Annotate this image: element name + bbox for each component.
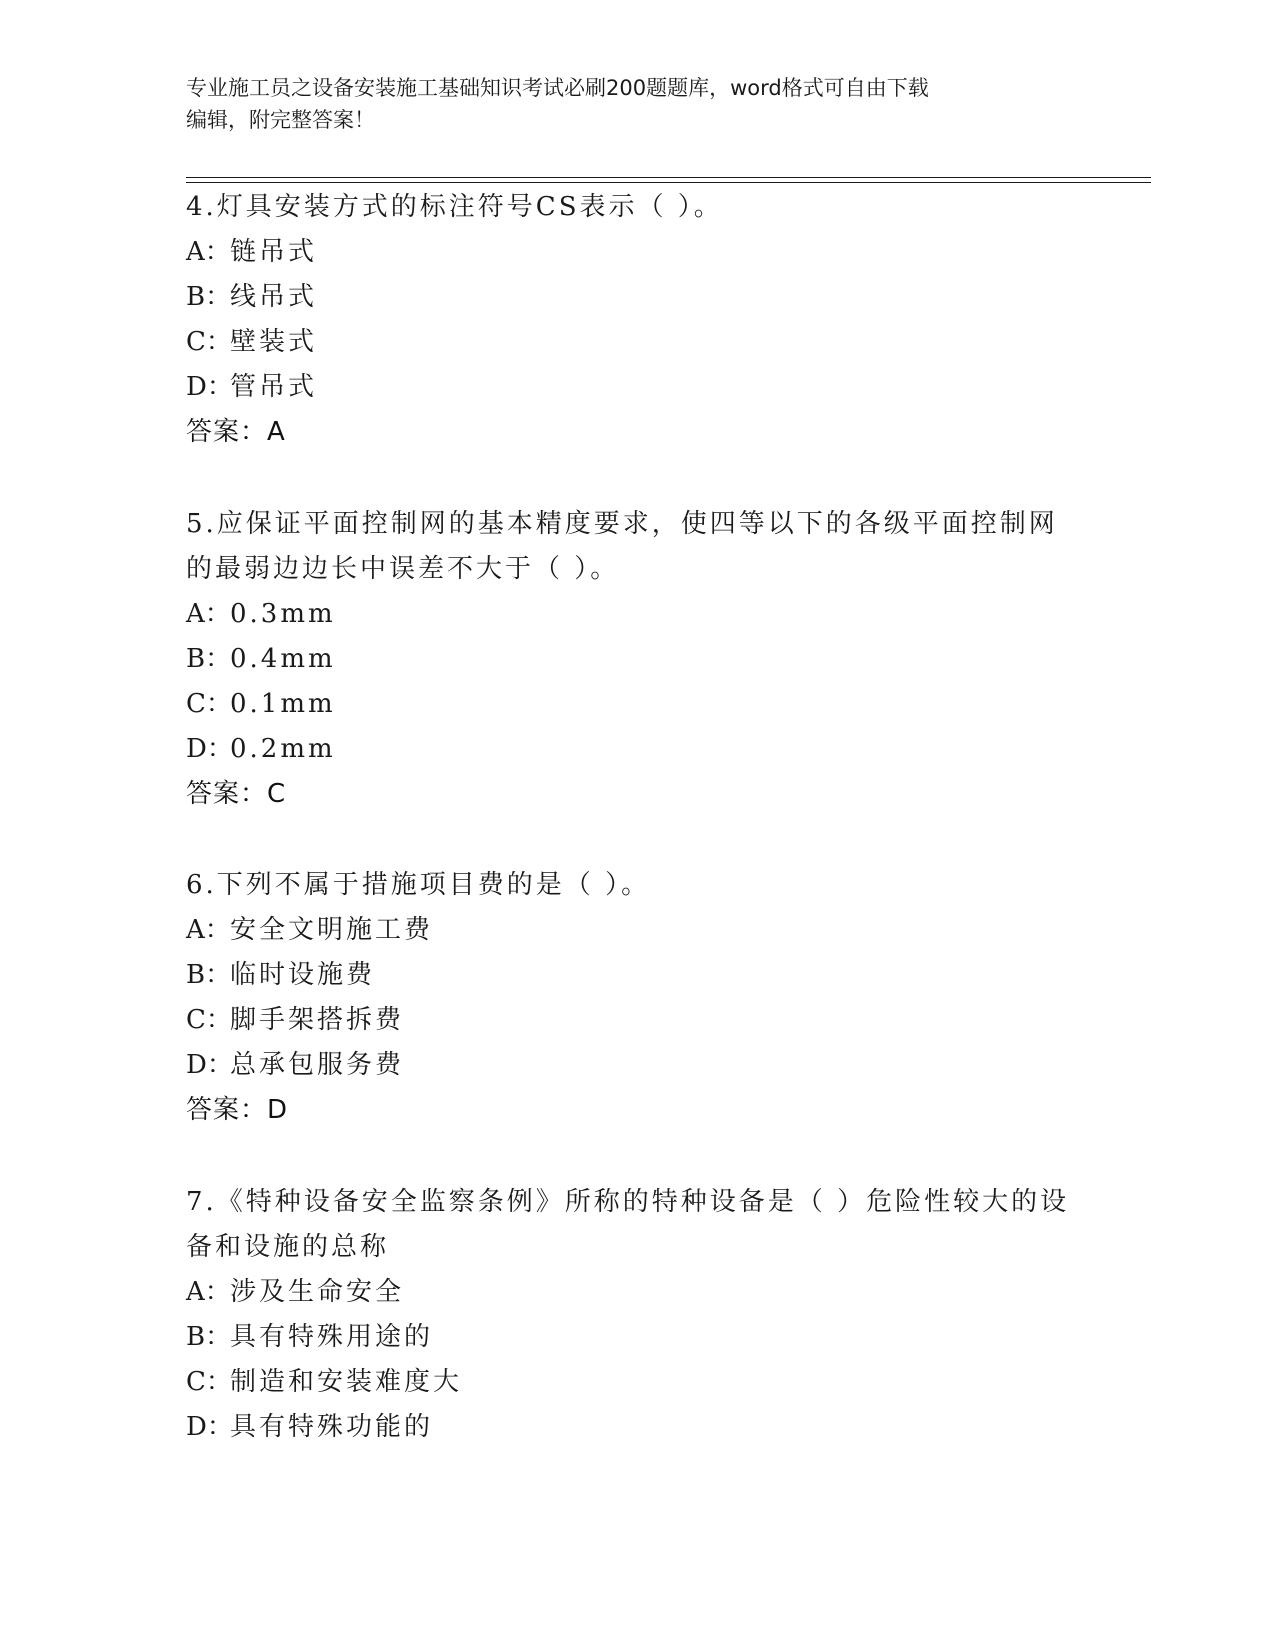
option-key: B： [186,1322,232,1352]
option-d [186,727,1086,772]
option-key: D： [186,734,233,764]
question-stem-line-2: 备和设施的总称 [186,1232,390,1262]
question-stem: 6.下列不属于措施项目费的是（ ）。 [186,870,651,900]
question-stem-line-1: 5.应保证平面控制网的基本精度要求，使四等以下的各级平面控制网 [186,509,1058,539]
question-7 [186,1180,1086,1450]
option-d [186,1043,1086,1088]
option-key: C： [186,1367,232,1397]
option-a [186,230,1086,275]
option-text: 制造和安装难度大 [230,1367,463,1397]
option-a [186,908,1086,953]
option-b [186,637,1086,682]
document-header [186,72,1066,136]
answer-label: 答案：A [186,417,286,447]
option-text: 线吊式 [230,282,318,312]
header-divider-bottom [186,182,1151,183]
question-stem: 4.灯具安装方式的标注符号CS表示（ ）。 [186,192,723,222]
option-c [186,682,1086,727]
option-key: D： [186,1412,233,1442]
question-4 [186,185,1086,455]
option-text: 0.2mm [230,734,336,764]
question-stem-line-2: 的最弱边边长中误差不大于（ ）。 [186,554,620,584]
option-key: C： [186,689,232,719]
option-text: 0.1mm [230,689,336,719]
option-key: A： [186,237,231,267]
option-key: B： [186,960,232,990]
header-title-line-2: 编辑，附完整答案！ [186,108,375,132]
option-key: C： [186,327,232,357]
option-text: 壁装式 [230,327,318,357]
option-d [186,365,1086,410]
answer-label: 答案：D [186,1095,289,1125]
option-c [186,998,1086,1043]
question-5 [186,502,1086,817]
option-text: 涉及生命安全 [230,1277,405,1307]
option-c [186,320,1086,365]
answer-label: 答案：C [186,779,287,809]
option-b [186,1315,1086,1360]
option-key: A： [186,915,231,945]
option-d [186,1405,1086,1450]
option-key: B： [186,644,232,674]
header-divider-top [186,177,1151,178]
option-a [186,1270,1086,1315]
option-text: 管吊式 [230,372,318,402]
question-stem-line-1: 7.《特种设备安全监察条例》所称的特种设备是（ ）危险性较大的设 [186,1187,1070,1217]
option-text: 具有特殊用途的 [230,1322,434,1352]
option-text: 临时设施费 [230,960,376,990]
option-key: D： [186,1050,233,1080]
option-text: 0.3mm [230,599,336,629]
option-b [186,275,1086,320]
option-text: 安全文明施工费 [230,915,434,945]
option-key: B： [186,282,232,312]
header-title-line-1: 专业施工员之设备安装施工基础知识考试必刷200题题库，word格式可自由下载 [186,76,929,100]
option-text: 总承包服务费 [230,1050,405,1080]
question-6 [186,863,1086,1133]
option-key: D： [186,372,233,402]
option-text: 链吊式 [230,237,318,267]
option-key: C： [186,1005,232,1035]
option-key: A： [186,1277,231,1307]
option-text: 脚手架搭拆费 [230,1005,405,1035]
option-a [186,592,1086,637]
option-text: 具有特殊功能的 [230,1412,434,1442]
option-key: A： [186,599,231,629]
option-b [186,953,1086,998]
option-text: 0.4mm [230,644,336,674]
option-c [186,1360,1086,1405]
